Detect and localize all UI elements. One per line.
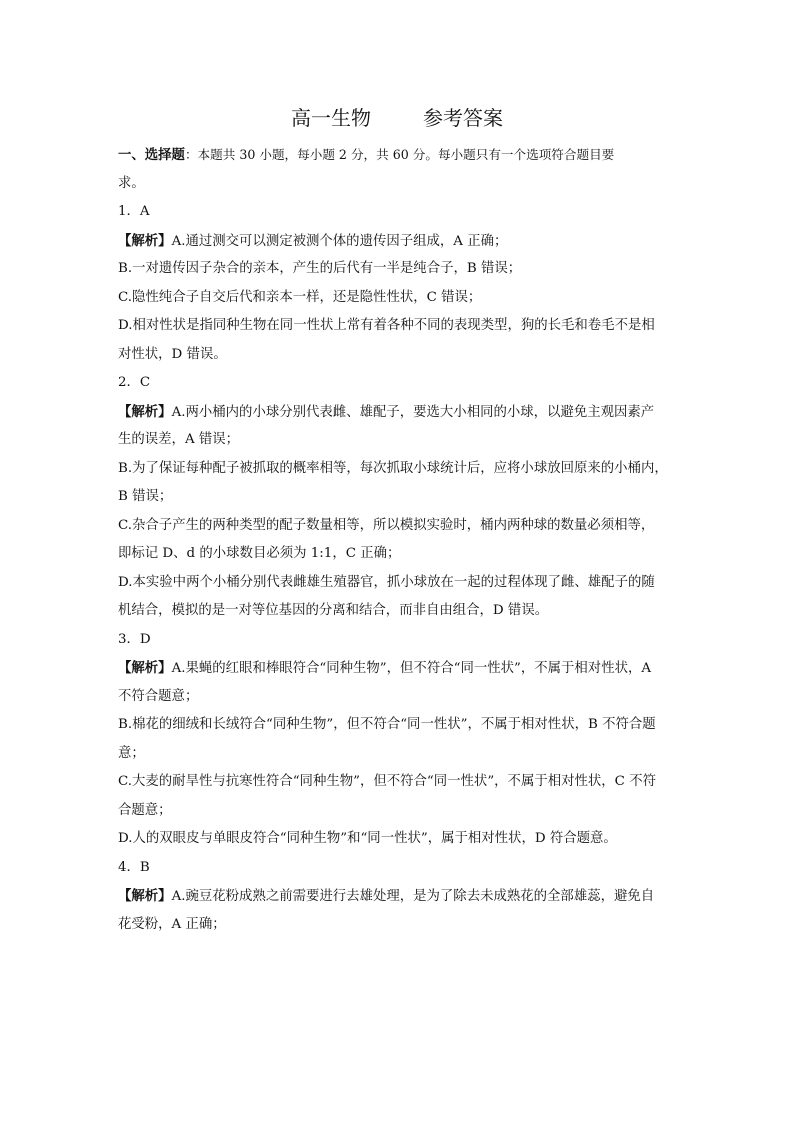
answer-content [118,141,678,939]
explanation-line: 不符合题意； [118,688,199,704]
title-kind: 参考答案 [423,106,503,130]
jiexi-label: 【解析】 [118,888,172,904]
jiexi-label: 【解析】 [118,403,172,420]
answer-number: 2．C [118,375,151,390]
explanation-line: C.隐性纯合子自交后代和亲本一样，还是隐性性状，C 错误； [118,289,482,305]
section-desc: ：本题共 30 小题，每小题 2 分，共 60 分。每小题只有一个选项符合题目要 [184,147,615,162]
jiexi-label: 【解析】 [118,232,172,249]
jiexi-label: 【解析】 [118,660,172,676]
explanation-line: 机结合，模拟的是一对等位基因的分离和结合，而非自由组合，D 错误。 [118,603,549,618]
answer-number: 4．B [118,859,150,875]
explanation-text: A.豌豆花粉成熟之前需要进行去雄处理，是为了除去未成熟花的全部雄蕊，避免自 [171,889,655,904]
explanation-line: 即标记 D、d 的小球数目必须为 1:1，C 正确； [118,546,401,561]
answer-number: 3．D [118,631,151,647]
page-title [0,104,794,132]
explanation-line: 生的误差，A 错误； [118,432,240,447]
explanation-line: C.杂合子产生的两种类型的配子数量相等，所以模拟实验时，桶内两种球的数量必须相等， [118,517,655,533]
explanation-line [118,654,678,683]
explanation-line: 意； [118,745,145,761]
explanation-line: B 错误； [118,489,173,504]
explanation-line [118,227,678,256]
explanation-line: D.人的双眼皮与单眼皮符合“同种生物”和“同一性状”，属于相对性状，D 符合题意。 [118,831,617,846]
explanation-line: 花受粉，A 正确； [118,916,226,932]
explanation-text: A.果蝇的红眼和棒眼符合“同种生物”，但不符合“同一性状”，不属于相对性状，A [171,661,652,676]
section-header [118,141,678,170]
explanation-line: C.大麦的耐旱性与抗寒性符合“同种生物”，但不符合“同一性状”，不属于相对性状，C 不符 [118,774,656,789]
explanation-line: 合题意； [118,802,172,818]
answer-number: 1．A [118,204,150,219]
explanation-line: B.为了保证每种配子被抓取的概率相等，每次抓取小球统计后，应将小球放回原来的小桶内， [118,460,668,476]
explanation-line: D.相对性状是指同种生物在同一性状上常有着各种不同的表现类型，狗的长毛和卷毛不是相 [118,318,655,333]
explanation-line [118,882,678,911]
explanation-line: B.一对遗传因子杂合的亲本，产生的后代有一半是纯合子，B 错误； [118,261,522,276]
answer-list [118,198,678,939]
explanation-text: A.两小桶内的小球分别代表雌、雄配子，要选大小相同的小球，以避免主观因素产 [171,404,655,420]
section-desc-cont: 求。 [118,175,145,191]
explanation-line: B.棉花的细绒和长绒符合“同种生物”，但不符合“同一性状”，不属于相对性状，B 不符合题 [118,717,656,732]
title-subject: 高一生物 [291,106,371,130]
explanation-line [118,398,678,427]
explanation-text: A.通过测交可以测定被测个体的遗传因子组成，A 正确； [171,233,508,249]
section-head: 一、选择题 [118,147,185,163]
explanation-line: 对性状，D 错误。 [118,346,227,362]
explanation-line: D.本实验中两个小桶分别代表雌雄生殖器官，抓小球放在一起的过程体现了雌、雄配子的随 [118,574,655,590]
